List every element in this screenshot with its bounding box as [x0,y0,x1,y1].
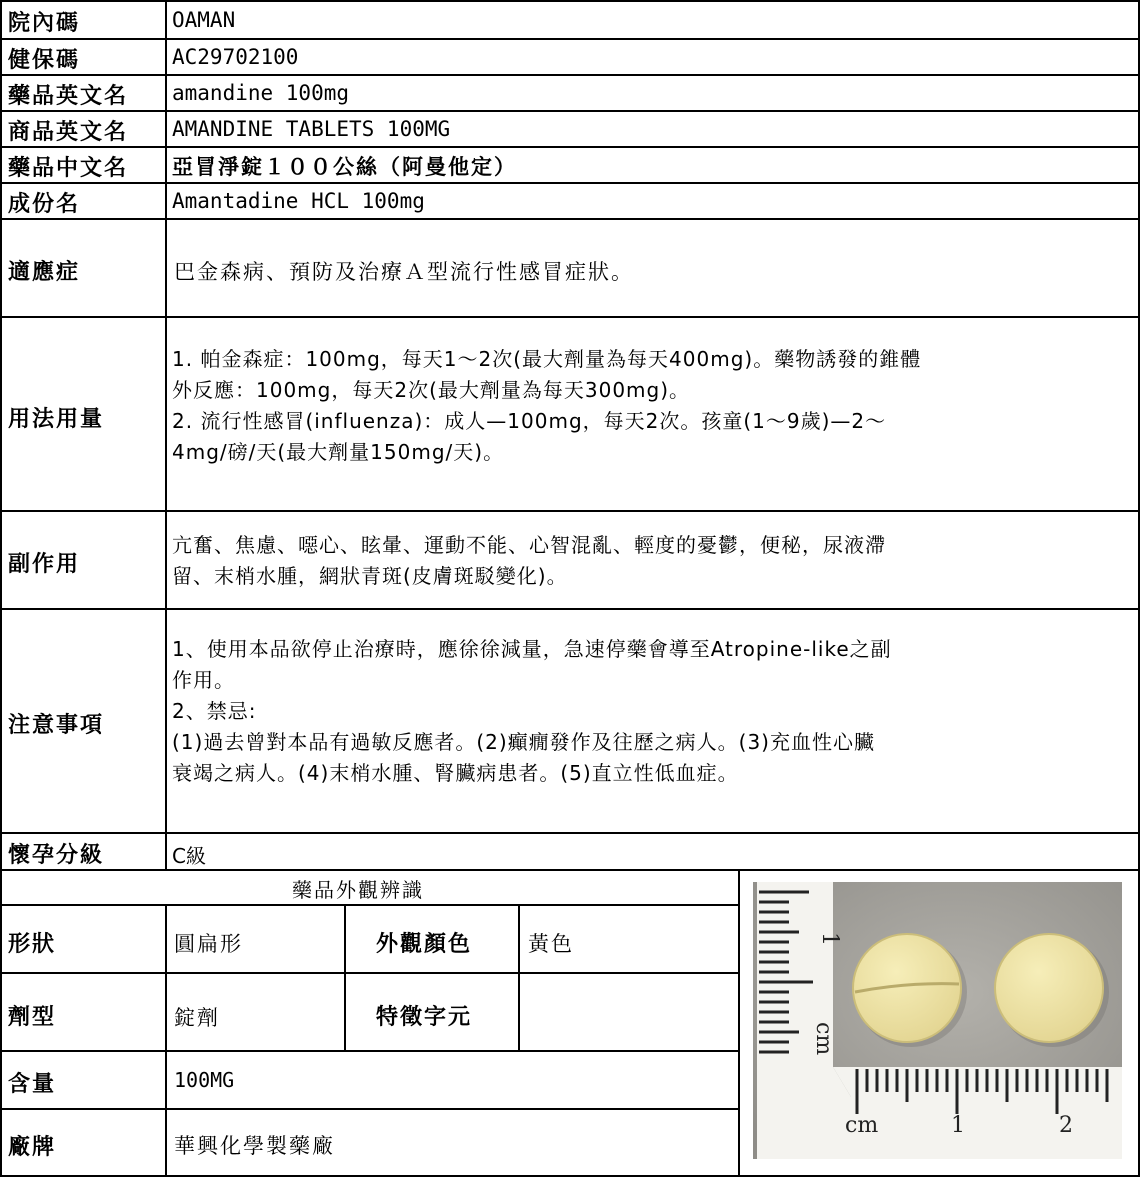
dosage-label: 用法用量 [8,407,105,432]
color-label: 外觀顏色 [376,932,473,957]
hospital-code-value: OAMAN [172,8,236,32]
ingredient-label: 成份名 [8,192,81,217]
dosage-line: 2. 流行性感冒(influenza)：成人—100mg，每天2次。孩童(1～9歲)—2～ [172,409,887,433]
precautions-text [172,634,892,789]
ruler-horizontal-mark-1: 1 [951,1113,965,1138]
nhi-code-label: 健保碼 [8,48,81,73]
tablet-photo [753,882,1122,1159]
shape-label: 形狀 [8,932,57,957]
product-en-name-label: 商品英文名 [8,120,129,145]
product-en-name-value: AMANDINE TABLETS 100MG [172,117,451,141]
tablet-plain [995,934,1103,1042]
indication-label: 適應症 [8,260,81,285]
dosage-line: 外反應：100mg，每天2次(最大劑量為每天300mg)。 [172,378,691,402]
precautions-line: (1)過去曾對本品有過敏反應者。(2)癲癇發作及往歷之病人。(3)充血性心臟 [172,730,875,754]
drug-en-name-label: 藥品英文名 [8,84,129,109]
dosage-form-value: 錠劑 [174,1006,220,1030]
precautions-label: 注意事項 [8,713,105,738]
dosage-text [172,344,921,468]
precautions-line: 衰竭之病人。(4)末梢水腫、腎臟病患者。(5)直立性低血症。 [172,761,739,785]
ruler-vertical-unit: cm [811,1022,836,1056]
manufacturer-label: 廠牌 [8,1135,57,1160]
drug-zh-name-value: 亞冒淨錠１００公絲（阿曼他定） [172,155,517,179]
color-value: 黃色 [528,932,574,956]
precautions-line: 1、使用本品欲停止治療時，應徐徐減量，急速停藥會導至Atropine-like之副 [172,637,892,661]
imprint-label: 特徵字元 [376,1005,473,1030]
hospital-code-label: 院內碼 [8,11,81,36]
dosage-line: 1. 帕金森症：100mg，每天1～2次(最大劑量為每天400mg)。藥物誘發的錐體 [172,347,922,371]
appearance-title: 藥品外觀辨識 [292,878,424,902]
ruler-horizontal-unit: cm [845,1113,879,1138]
side-effects-line: 留、末梢水腫，網狀青斑(皮膚斑駁變化)。 [172,564,568,588]
tablet-photo-svg [753,882,1122,1159]
dosage-form-label: 劑型 [8,1005,57,1030]
drug-en-name-value: amandine 100mg [172,81,350,105]
pregnancy-label: 懷孕分級 [8,843,105,868]
side-effects-label: 副作用 [8,552,81,577]
precautions-line: 2、禁忌: [172,699,257,723]
ruler-vertical-mark-1: 1 [817,932,842,946]
dosage-line: 4mg/磅/天(最大劑量150mg/天)。 [172,440,505,464]
manufacturer-value: 華興化學製藥廠 [174,1134,335,1158]
strength-label: 含量 [8,1072,57,1097]
precautions-line: 作用。 [172,668,235,692]
shape-value: 圓扁形 [174,932,243,956]
indication-value: 巴金森病、預防及治療Ａ型流行性感冒症狀。 [174,260,634,284]
nhi-code-value: AC29702100 [172,45,299,69]
ruler-horizontal-mark-2: 2 [1059,1113,1073,1138]
drug-zh-name-label: 藥品中文名 [8,156,129,181]
strength-value: 100MG [174,1068,235,1092]
side-effects-line: 亢奮、焦慮、噁心、眩暈、運動不能、心智混亂、輕度的憂鬱，便秘，尿液滯 [172,533,886,557]
ingredient-value: Amantadine HCL 100mg [172,189,425,213]
side-effects-text [172,530,886,592]
pregnancy-value: C級 [172,844,206,868]
